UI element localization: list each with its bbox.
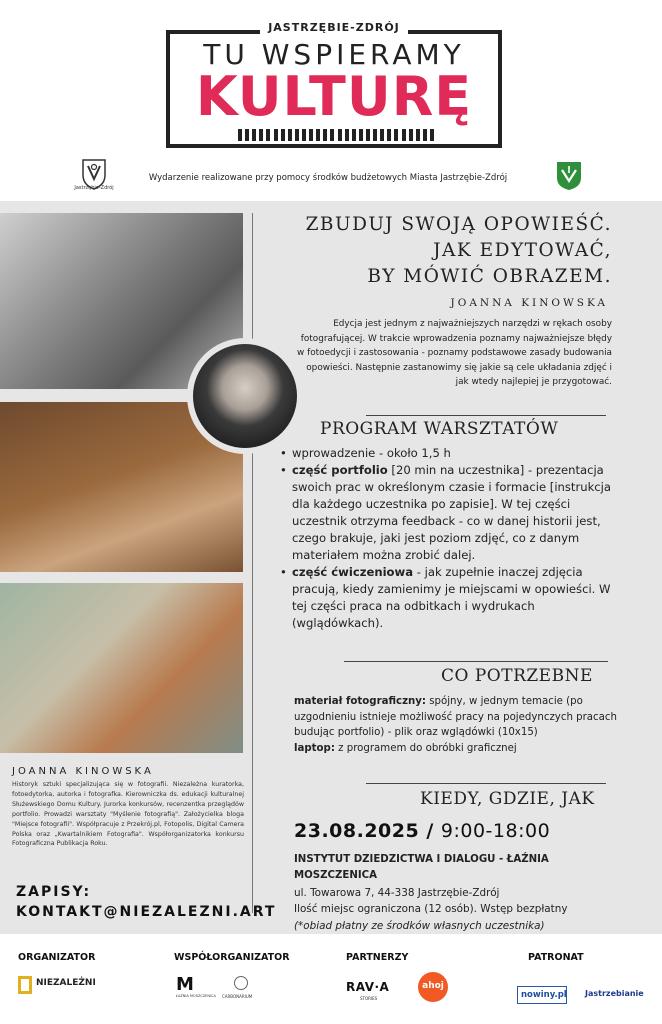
bio-name: JOANNA KINOWSKA bbox=[12, 766, 154, 777]
footer-organizer-label: ORGANIZATOR bbox=[18, 952, 96, 963]
m-mark-icon: M bbox=[176, 974, 194, 995]
program-list bbox=[280, 445, 626, 632]
author-portrait bbox=[193, 344, 297, 448]
needs-heading: CO POTRZEBNE bbox=[441, 666, 593, 686]
program-item: • część portfolio [20 min na uczestnika] - prezentacja swoich prac w określonym czasie i formacie [instrukcja dla każdego uczestnika po zapisie]. W tej części uczestnik otrzyma feedback - co w danej historii jest, czego brakuje, jaki jest poziom zdjęć, co z danym materiałem można zrobić dalej. bbox=[280, 462, 626, 564]
program-heading: PROGRAM WARSZTATÓW bbox=[320, 419, 559, 439]
organizer-logo[interactable]: NIEZALEŻNI bbox=[18, 972, 98, 998]
logo-barcode bbox=[238, 129, 434, 141]
coat-of-arms-icon bbox=[556, 161, 582, 191]
signup-email[interactable]: KONTAKT@NIEZALEZNI.ART bbox=[16, 904, 277, 920]
niezalezni-mark-icon bbox=[18, 976, 32, 994]
divider bbox=[366, 783, 606, 784]
divider bbox=[366, 415, 606, 416]
logo-line1: TU WSPIERAMY bbox=[203, 38, 465, 71]
bio-text: Historyk sztuki specjalizująca się w fotografii. Niezależna kuratorka, fotoedytorka, autorka i fotografka. Kierowniczka ds. edukacji kulturalnej Służewskiego Domu Kultury. Jurorka konkursów, recenzentka przeglądów portfolio. Prowadzi warsztaty "Myślenie fotografią". Założycielka bloga "Miejsce fotografii". Współpracuje z Przekrój.pl, Fotopolis, Digital Camera Polska oraz „Kwartalnikiem Fotografia". Współorganizatorka konkursu Fotograficzna Publikacja Roku. bbox=[12, 781, 244, 848]
signup bbox=[16, 882, 276, 922]
footer-patronage-label: PATRONAT bbox=[528, 952, 584, 963]
photo-gallery-visitors bbox=[0, 583, 243, 753]
footer-coorganizer-label: WSPÓŁORGANIZATOR bbox=[174, 952, 290, 963]
patron-logo-jastrzebianie[interactable]: Jastrzebianie bbox=[583, 984, 647, 1004]
partner-logo-rava[interactable]: RAV·A STORIES bbox=[346, 980, 390, 1001]
coorganizer-logo-1[interactable]: M ŁAŹNIA MOSZCZENICA bbox=[176, 974, 216, 998]
logo-city: JASTRZĘBIE-ZDRÓJ bbox=[166, 16, 502, 35]
coorganizer-logo-2[interactable]: CARBONARIUM bbox=[222, 972, 262, 1002]
logo-line2: KULTURĘ bbox=[195, 65, 473, 128]
column-divider bbox=[252, 213, 253, 913]
needs-text: materiał fotograficzny: spójny, w jednym temacie (po uzgodnieniu istnieje możliwość pracy na pojedynczych pracach budując portfolio) - plik oraz wglądówki (10x15) laptop: z programem do obróbki graficznej bbox=[294, 696, 617, 754]
sponsor-text: Wydarzenie realizowane przy pomocy środków budżetowych Miasta Jastrzębie-Zdrój bbox=[148, 173, 508, 183]
signup-label: ZAPISY: bbox=[16, 884, 92, 900]
divider bbox=[344, 661, 608, 662]
city-crest-label: Jastrzębie-Zdrój bbox=[74, 185, 114, 191]
workshop-intro: Edycja jest jednym z najważniejszych narzędzi w rękach osoby fotografującej. W trakcie wprowadzenia poznamy najważniejsze błędy w fotoedycji i zastosowania - poznamy podstawowe zasady budowania opowieści. Następnie zastanowimy się jakie są cele układania zdjęć i jak wtedy najlepiej je przygotować. bbox=[297, 319, 612, 388]
when-heading: KIEDY, GDZIE, JAK bbox=[420, 789, 595, 809]
footer-partners-label: PARTNERZY bbox=[346, 952, 409, 963]
program-item: • część ćwiczeniowa - jak zupełnie inaczej zdjęcia pracują, kiedy zamienimy je miejscami w opowieści. W tej części praca na odbitkach i wydrukach (wglądówkach). bbox=[280, 564, 626, 632]
event-datetime: 23.08.2025 / 9:00-18:00 bbox=[294, 820, 551, 842]
author-name: JOANNA KINOWSKA bbox=[450, 297, 608, 309]
carbonarium-mark-icon bbox=[234, 976, 248, 990]
program-item: • wprowadzenie - około 1,5 h bbox=[280, 445, 626, 462]
workshop-title: ZBUDUJ SWOJĄ OPOWIEŚĆ. JAK EDYTOWAĆ, BY MÓWIĆ OBRAZEM. bbox=[305, 214, 612, 287]
event-details: INSTYTUT DZIEDZICTWA I DIALOGU - ŁAŹNIA MOSZCZENICA ul. Towarowa 7, 44-338 Jastrzębie-Zdrój Ilość miejsc ograniczona (12 osób). Wstęp bezpłatny (*obiad płatny ze środków własnych uczestnika) bbox=[294, 854, 568, 932]
patron-logo-nowiny[interactable]: nowiny.pl bbox=[517, 986, 567, 1004]
partner-logo-ahoj[interactable]: ahoj bbox=[418, 972, 448, 1002]
